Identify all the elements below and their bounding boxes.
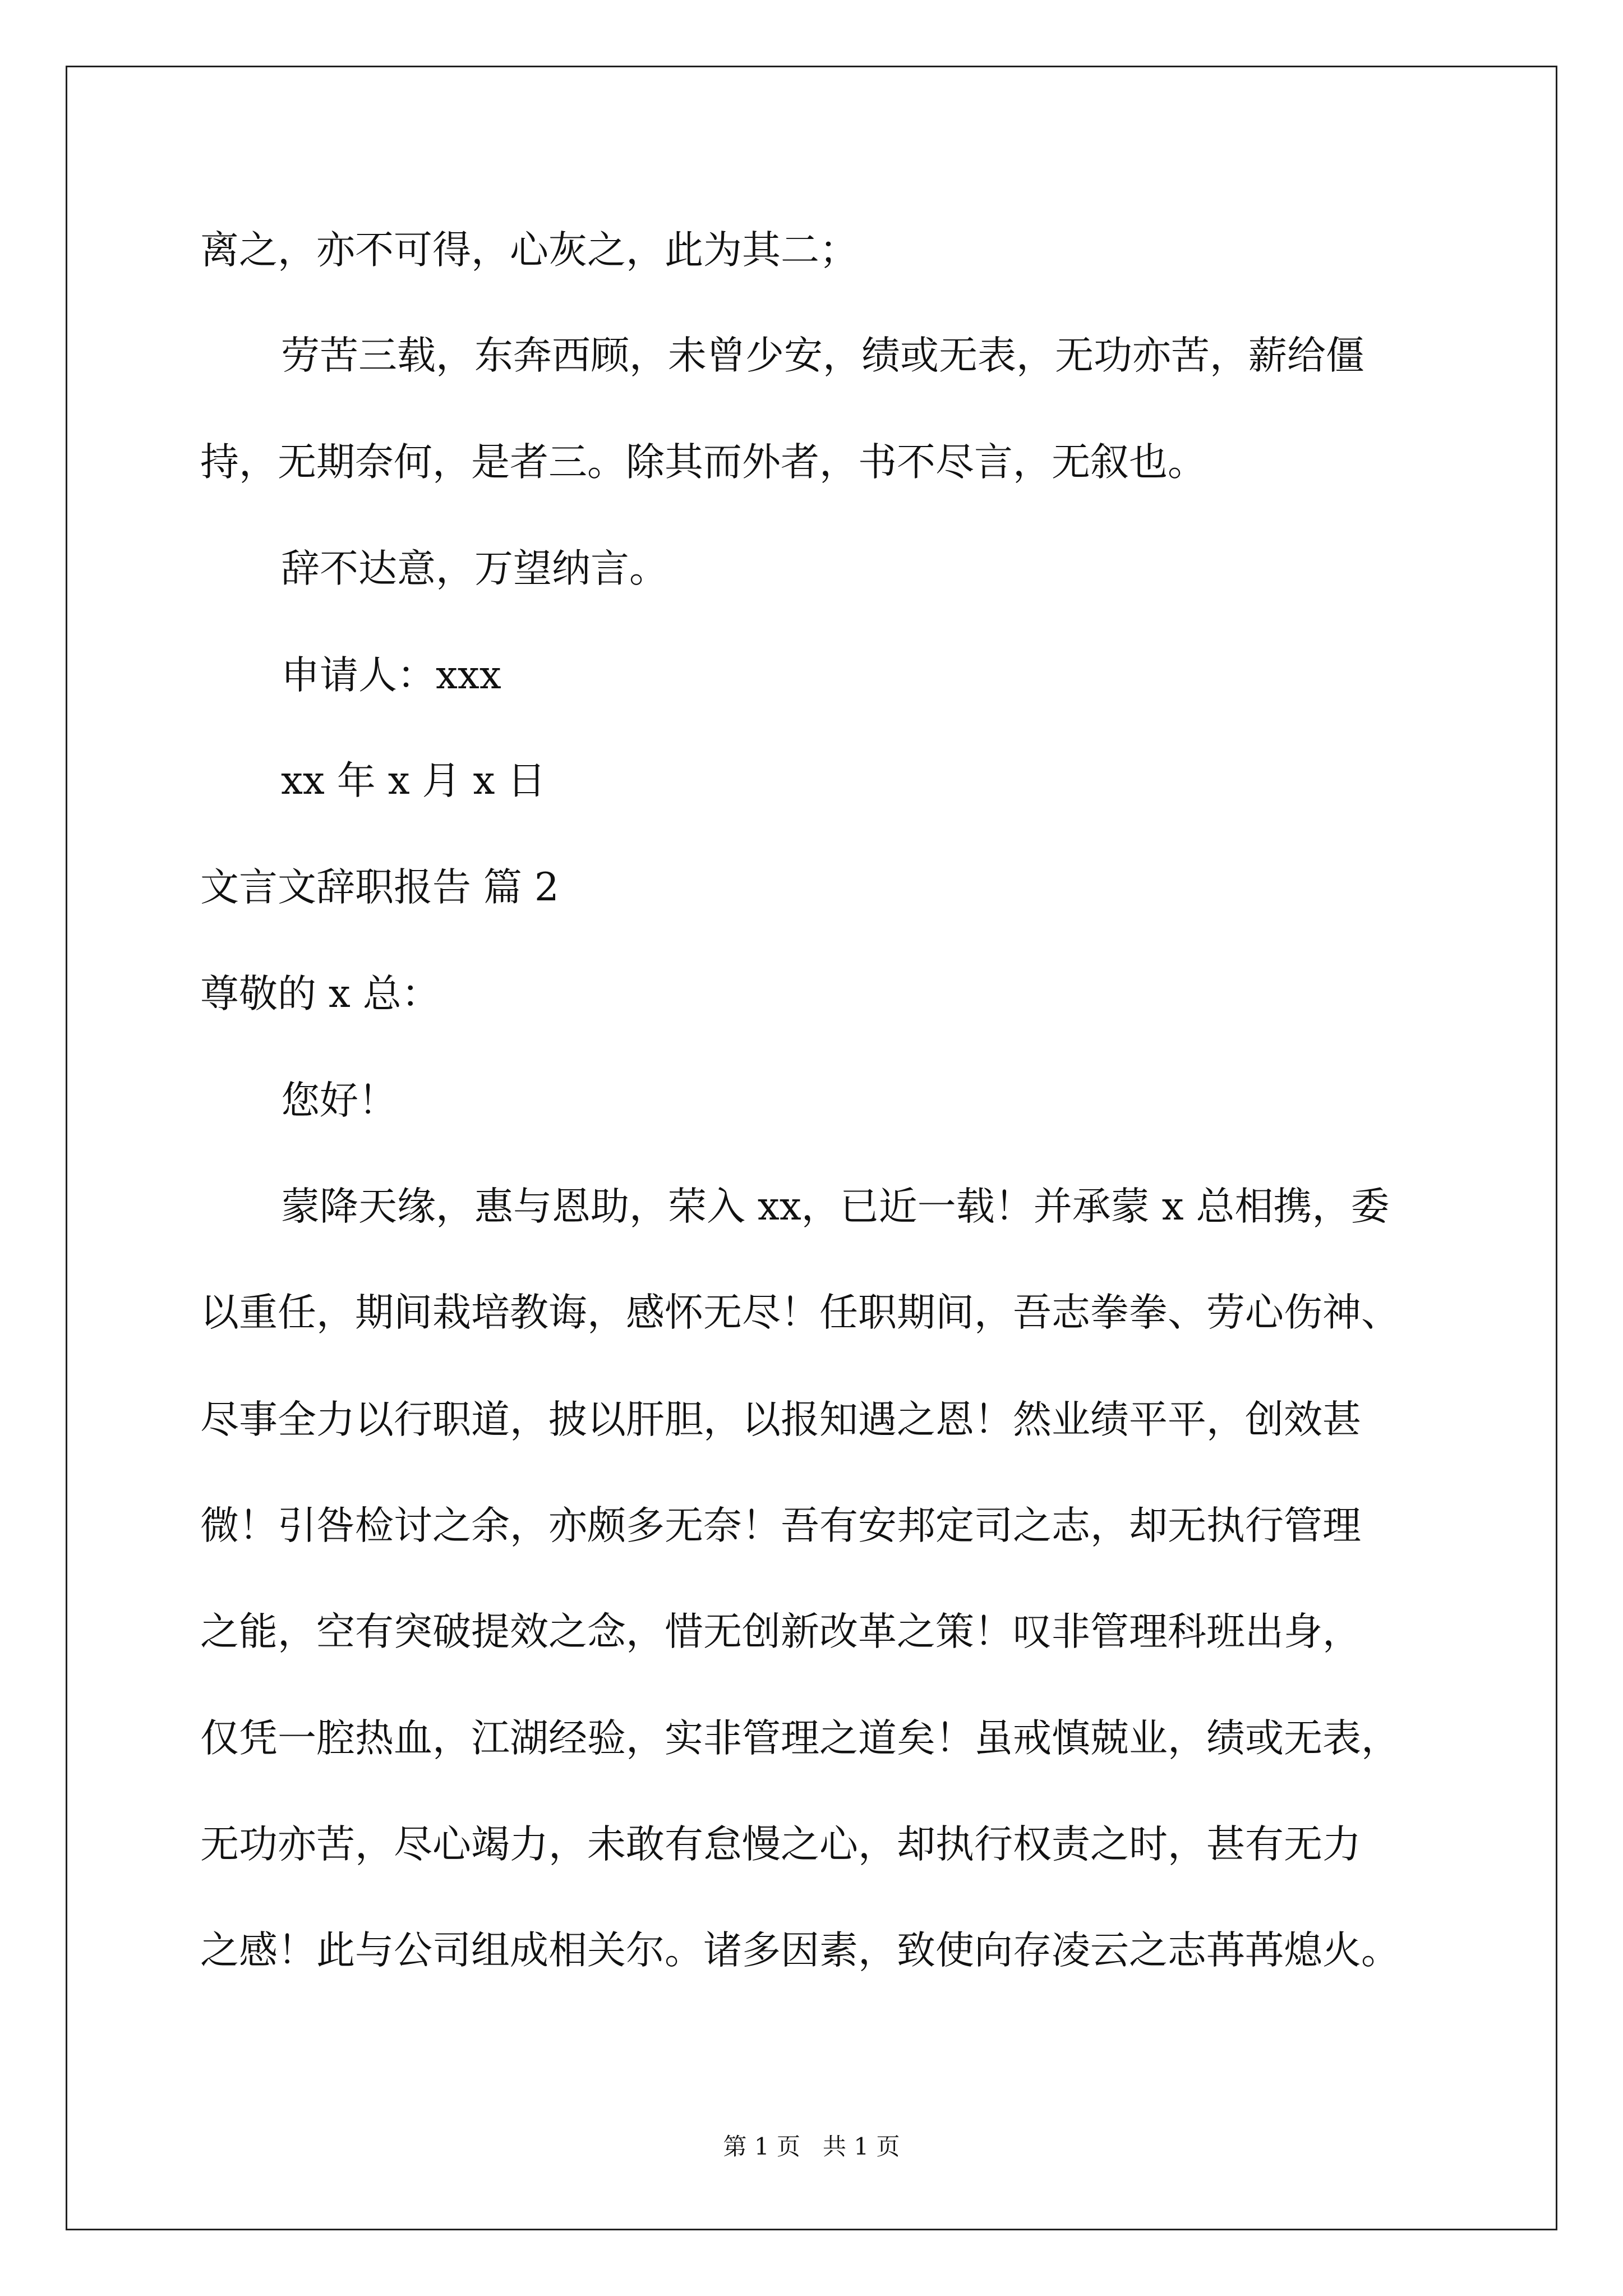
- text-line: 微！引咎检讨之余，亦颇多无奈！吾有安邦定司之志，却无执行管理: [200, 1503, 1361, 1548]
- greeting: 您好！: [281, 1078, 397, 1123]
- text-line: 蒙降天缘，惠与恩助，荣入 xx，已近一载！并承蒙 x 总相携，委: [281, 1184, 1390, 1229]
- page-border: [66, 66, 1557, 2230]
- signature-date: xx 年 x 月 x 日: [281, 758, 546, 803]
- text-line: 尽事全力以行职道，披以肝胆，以报知遇之恩！然业绩平平，创效甚: [200, 1397, 1361, 1442]
- text-line: 仅凭一腔热血，江湖经验，实非管理之道矣！虽戒慎兢业，绩或无表，: [200, 1716, 1400, 1761]
- text-line: 之能，空有突破提效之念，惜无创新改革之策！叹非管理科班出身，: [200, 1609, 1361, 1654]
- text-line: 劳苦三载，东奔西顾，未曾少安，绩或无表，无功亦苦，薪给僵: [281, 333, 1364, 378]
- page-footer: 第 1 页 共 1 页: [723, 2133, 900, 2160]
- text-line: 持，无期奈何，是者三。除其而外者，书不尽言，无叙也。: [200, 440, 1206, 485]
- signature-applicant: 申请人：xxx: [281, 653, 501, 698]
- text-line: 辞不达意，万望纳言。: [281, 546, 668, 591]
- section-heading: 文言文辞职报告 篇 2: [200, 865, 559, 910]
- text-line: 离之，亦不可得，心灰之，此为其二；: [200, 228, 858, 273]
- text-line: 无功亦苦，尽心竭力，未敢有怠慢之心，却执行权责之时，甚有无力: [200, 1822, 1361, 1867]
- text-line: 之感！此与公司组成相关尔。诸多因素，致使向存凌云之志苒苒熄火。: [200, 1928, 1400, 1973]
- text-line: 以重任，期间栽培教诲，感怀无尽！任职期间，吾志拳拳、劳心伤神、: [200, 1290, 1400, 1335]
- salutation: 尊敬的 x 总：: [200, 972, 440, 1016]
